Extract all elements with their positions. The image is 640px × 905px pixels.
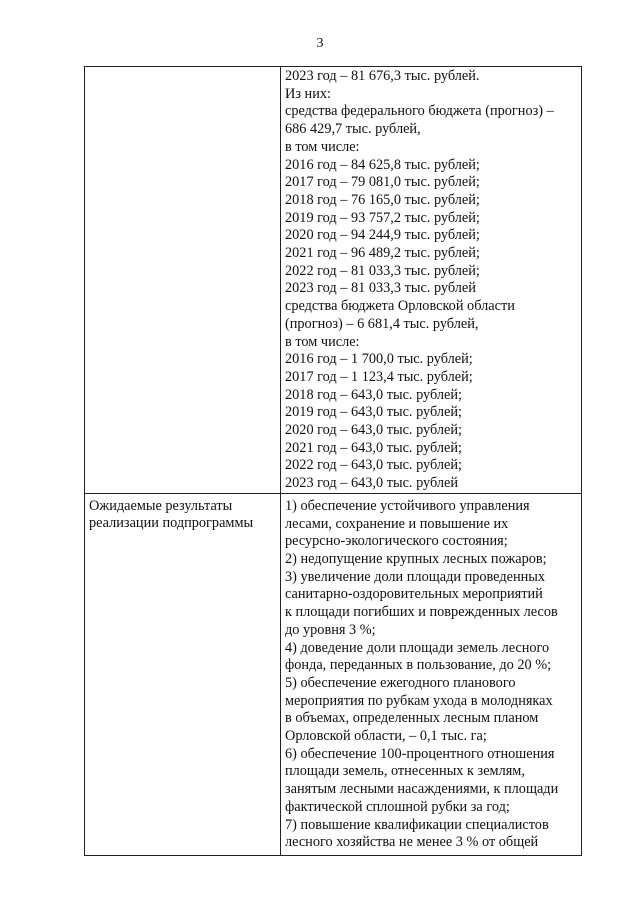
row-content-cell xyxy=(281,67,582,494)
row-label-cell xyxy=(85,493,281,855)
page-number: 3 xyxy=(316,36,324,51)
content-line: 2017 год – 1 123,4 тыс. рублей; xyxy=(285,368,473,385)
content-line: санитарно-оздоровительных мероприятий xyxy=(285,586,543,603)
content-line: занятым лесными насаждениями, к площади xyxy=(285,781,559,798)
content-line: 7) повышение квалификации специалистов xyxy=(285,816,549,833)
content-line: 2018 год – 76 165,0 тыс. рублей; xyxy=(285,191,480,208)
content-line: средства бюджета Орловской области xyxy=(285,298,515,315)
content-line: 3) увеличение доли площади проведенных xyxy=(285,568,546,585)
content-line: 4) доведение доли площади земель лесного xyxy=(285,639,550,656)
content-line: 2016 год – 1 700,0 тыс. рублей; xyxy=(285,351,473,368)
content-line: 2017 год – 79 081,0 тыс. рублей; xyxy=(285,174,480,191)
content-line: 2019 год – 643,0 тыс. рублей; xyxy=(285,404,463,421)
label-line: Ожидаемые результаты xyxy=(89,497,233,514)
content-line: 2023 год – 81 676,3 тыс. рублей. xyxy=(285,68,480,84)
content-line: мероприятия по рубкам ухода в молодняках xyxy=(285,692,553,709)
content-line: 686 429,7 тыс. рублей, xyxy=(285,121,421,138)
content-line: до уровня 3 %; xyxy=(285,621,376,638)
content-line: 1) обеспечение устойчивого управления xyxy=(285,497,530,514)
content-line: лесного хозяйства не менее 3 % от общей xyxy=(285,834,539,851)
content-line: Из них: xyxy=(285,85,331,102)
content-line: 2023 год – 81 033,3 тыс. рублей xyxy=(285,280,476,297)
content-line: 2019 год – 93 757,2 тыс. рублей; xyxy=(285,209,480,226)
content-line: 2016 год – 84 625,8 тыс. рублей; xyxy=(285,156,480,173)
content-line: ресурсно-экологического состояния; xyxy=(285,533,508,550)
table-row-financing-continued xyxy=(85,67,582,494)
content-line: 2018 год – 643,0 тыс. рублей; xyxy=(285,386,463,403)
content-line: 2) недопущение крупных лесных пожаров; xyxy=(285,550,547,567)
content-line: (прогноз) – 6 681,4 тыс. рублей, xyxy=(285,315,479,332)
content-line: фонда, переданных в пользование, до 20 %; xyxy=(285,657,552,674)
subprogram-passport-table xyxy=(84,66,582,856)
content-line: лесами, сохранение и повышение их xyxy=(285,515,509,532)
label-line: реализации подпрограммы xyxy=(89,515,254,532)
content-line: к площади погибших и поврежденных лесов xyxy=(285,604,558,621)
content-line: 2021 год – 643,0 тыс. рублей; xyxy=(285,439,463,456)
content-line: фактической сплошной рубки за год; xyxy=(285,798,510,815)
content-line: в том числе: xyxy=(285,333,360,350)
content-line: 2023 год – 643,0 тыс. рублей xyxy=(285,475,459,492)
content-line: 5) обеспечение ежегодного планового xyxy=(285,674,516,691)
content-line: в том числе: xyxy=(285,138,360,155)
content-line: 2021 год – 96 489,2 тыс. рублей; xyxy=(285,245,480,262)
content-line: 2022 год – 643,0 тыс. рублей; xyxy=(285,457,463,474)
row-label-cell xyxy=(85,67,281,494)
row-content-cell xyxy=(281,493,582,855)
content-line: 2020 год – 643,0 тыс. рублей; xyxy=(285,422,463,439)
content-line: площади земель, отнесенных к землям, xyxy=(285,763,525,780)
content-line: Орловской области, – 0,1 тыс. га; xyxy=(285,728,487,745)
table-row-expected-results xyxy=(85,493,582,855)
content-line: 2022 год – 81 033,3 тыс. рублей; xyxy=(285,262,480,279)
content-line: в объемах, определенных лесным планом xyxy=(285,710,539,727)
content-line: 2020 год – 94 244,9 тыс. рублей; xyxy=(285,227,480,244)
content-line: средства федерального бюджета (прогноз) – xyxy=(285,103,554,120)
content-line: 6) обеспечение 100-процентного отношения xyxy=(285,745,555,762)
